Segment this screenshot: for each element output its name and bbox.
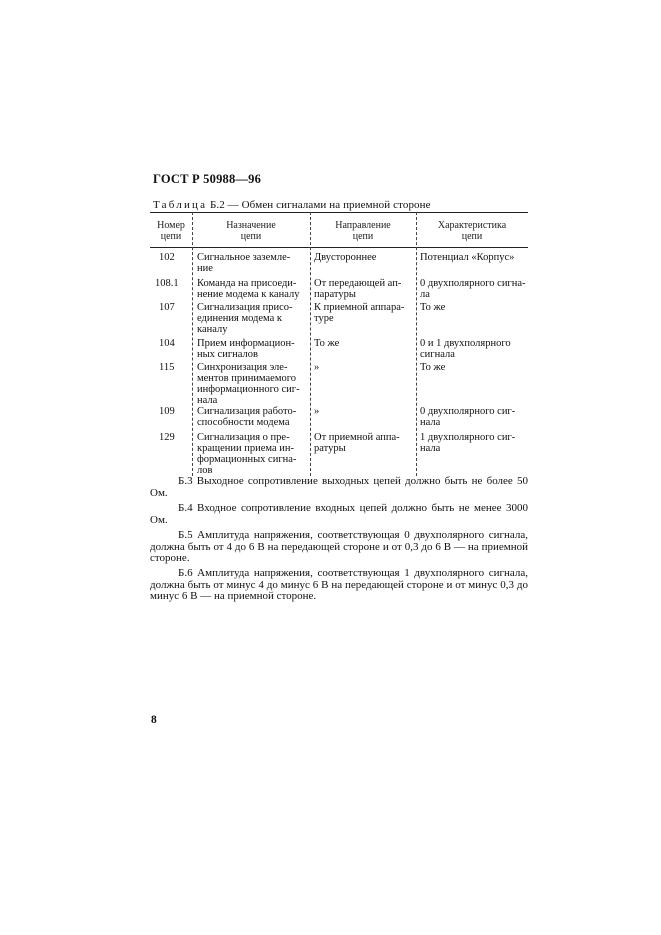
- row-2-characteristic: [420, 278, 526, 300]
- row-6-characteristic-line-2: нала: [420, 417, 441, 428]
- row-7-direction-line-2: ратуры: [314, 443, 346, 454]
- row-5-number: 115: [159, 362, 175, 373]
- row-3-direction-line-2: туре: [314, 313, 334, 324]
- row-4-purpose-line-2: ных сигналов: [197, 349, 258, 360]
- row-1-purpose: [197, 252, 308, 274]
- row-7-purpose-line-1: Сигнализация о пре-: [197, 432, 290, 443]
- row-3-characteristic: То же: [420, 302, 446, 313]
- header-direction-line-1: Направление: [335, 220, 391, 231]
- row-7-purpose: [197, 432, 296, 476]
- row-6-characteristic-line-1: 0 двухполярного сиг-: [420, 406, 516, 417]
- row-6-direction: »: [314, 406, 320, 417]
- row-3-purpose-line-3: каналу: [197, 324, 228, 335]
- header-number-line-2: цепи: [160, 231, 182, 242]
- row-4-purpose-line-1: Прием информацион-: [197, 338, 295, 349]
- row-4-characteristic-line-1: 0 и 1 двухполярного: [420, 338, 511, 349]
- row-3-number: 107: [159, 302, 175, 313]
- page-number: 8: [151, 714, 157, 726]
- row-6-number: 109: [159, 406, 175, 417]
- row-7-number: 129: [159, 432, 175, 443]
- header-characteristic-line-2: цепи: [461, 231, 483, 242]
- row-7-purpose-line-4: лов: [197, 465, 213, 476]
- row-7-characteristic: [420, 432, 515, 454]
- column-divider-1: [192, 212, 193, 476]
- row-3-purpose-line-2: единения модема к: [197, 313, 283, 324]
- row-7-characteristic-line-1: 1 двухполярного сиг-: [420, 432, 516, 443]
- row-5-purpose: [197, 362, 300, 406]
- row-5-purpose-line-4: нала: [197, 395, 218, 406]
- header-direction-line-2: цепи: [352, 231, 374, 242]
- header-direction: [310, 220, 416, 242]
- row-2-purpose: [197, 278, 299, 300]
- row-4-characteristic-line-2: сигнала: [420, 349, 455, 360]
- column-divider-3: [416, 212, 417, 476]
- row-5-purpose-line-2: ментов принимаемого: [197, 373, 297, 384]
- table-caption: [153, 199, 431, 211]
- column-divider-2: [310, 212, 311, 476]
- paragraph-b4: Б.4 Входное сопротивление входных цепей должно быть не менее 3000 Ом.: [150, 502, 528, 526]
- row-7-purpose-line-2: кращении приема ин-: [197, 443, 294, 454]
- row-4-number: 104: [159, 338, 175, 349]
- paragraph-b3: Б.3 Выходное сопротивление выходных цепей должно быть не более 50 Ом.: [150, 475, 528, 499]
- row-1-direction: Двустороннее: [314, 252, 377, 263]
- header-purpose-line-2: цепи: [240, 231, 262, 242]
- table-caption-word: Таблица: [153, 199, 208, 211]
- row-5-characteristic: То же: [420, 362, 446, 373]
- row-5-purpose-line-3: информационного сиг-: [197, 384, 300, 395]
- row-6-purpose-line-1: Сигнализация работо-: [197, 406, 297, 417]
- header-purpose-line-1: Назначение: [226, 220, 276, 231]
- paragraph-b6: Б.6 Амплитуда напряжения, соответствующая 1 двухполярного сигнала, должна быть от минус 4 до минус 6 В на передающей стороне и от минус 0,3 до минус 6 В — на приемной стороне.: [150, 567, 528, 603]
- row-1-purpose-line-1: Сигнальное заземле-: [197, 252, 291, 263]
- table-top-rule: [150, 212, 528, 213]
- row-2-direction-line-1: От передающей ап-: [314, 278, 402, 289]
- table-header-rule: [150, 247, 528, 248]
- row-2-purpose-line-2: нение модема к каналу: [197, 289, 300, 300]
- row-6-characteristic: [420, 406, 515, 428]
- row-3-purpose: [197, 302, 293, 335]
- row-7-purpose-line-3: формационных сигна-: [197, 454, 297, 465]
- row-6-purpose: [197, 406, 296, 428]
- row-2-characteristic-line-2: ла: [420, 289, 430, 300]
- row-2-direction: [314, 278, 401, 300]
- table-caption-text: Б.2 — Обмен сигналами на приемной стороне: [209, 199, 431, 211]
- signal-exchange-table: [150, 212, 528, 476]
- header-number-line-1: Номер: [157, 220, 185, 231]
- row-5-purpose-line-1: Синхронизация эле-: [197, 362, 288, 373]
- row-6-purpose-line-2: способности модема: [197, 417, 290, 428]
- row-2-characteristic-line-1: 0 двухполярного сигна-: [420, 278, 526, 289]
- row-5-direction: »: [314, 362, 320, 373]
- header-characteristic: [416, 220, 528, 242]
- row-3-direction-line-1: К приемной аппара-: [314, 302, 405, 313]
- row-4-direction: То же: [314, 338, 340, 349]
- row-7-characteristic-line-2: нала: [420, 443, 441, 454]
- row-1-characteristic: Потенциал «Корпус»: [420, 252, 515, 263]
- row-3-purpose-line-1: Сигнализация присо-: [197, 302, 293, 313]
- row-4-purpose: [197, 338, 295, 360]
- row-2-direction-line-2: паратуры: [314, 289, 356, 300]
- paragraph-b5: Б.5 Амплитуда напряжения, соответствующая 0 двухполярного сигнала, должна быть от 4 до 6 В на передающей стороне и от 0,3 до 6 В — на приемной стороне.: [150, 529, 528, 565]
- row-7-direction: [314, 432, 400, 454]
- row-1-purpose-line-2: ние: [197, 263, 213, 274]
- row-1-number: 102: [159, 252, 175, 263]
- row-3-direction: [314, 302, 404, 324]
- header-purpose: [192, 220, 310, 242]
- header-number: [150, 220, 192, 242]
- document-code: ГОСТ Р 50988—96: [153, 172, 262, 186]
- row-2-purpose-line-1: Команда на присоеди-: [197, 278, 297, 289]
- row-7-direction-line-1: От приемной аппа-: [314, 432, 400, 443]
- header-characteristic-line-1: Характеристика: [437, 220, 507, 231]
- row-2-number: 108.1: [155, 278, 179, 289]
- row-4-characteristic: [420, 338, 511, 360]
